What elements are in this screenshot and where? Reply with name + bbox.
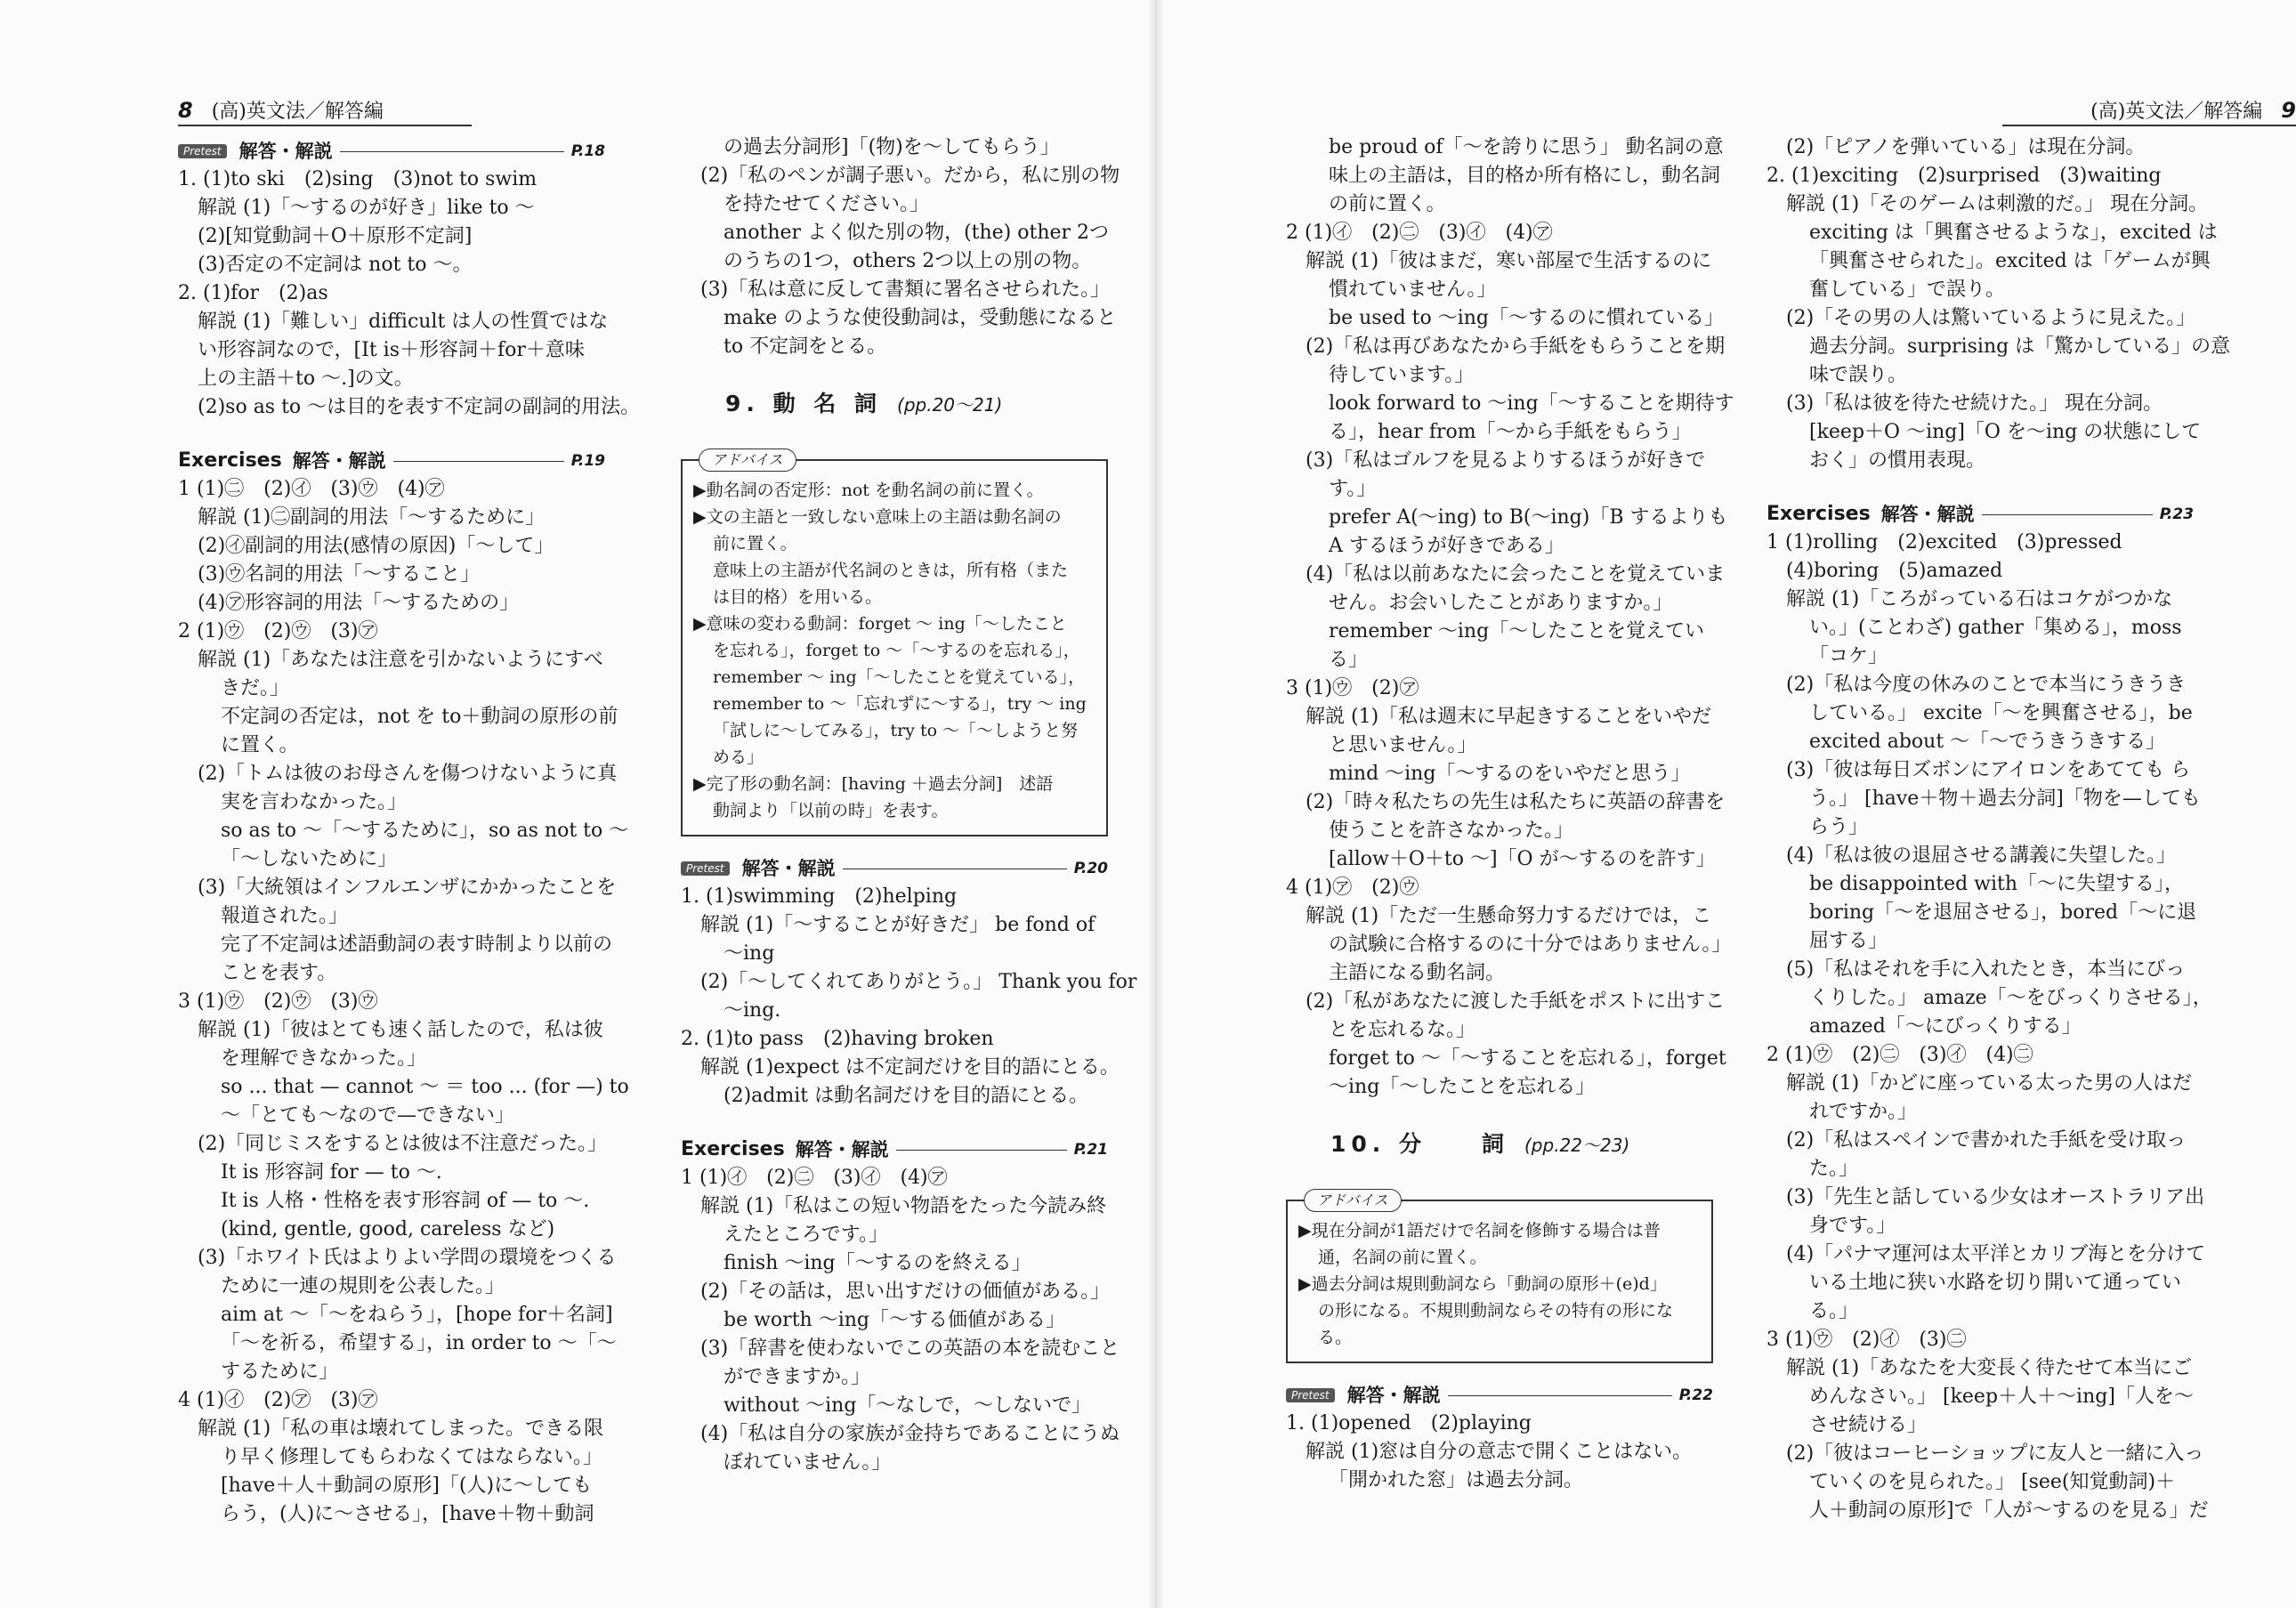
explanation-line: を持たせてください。」 [724, 193, 930, 215]
pretest-heading [178, 137, 605, 166]
explanation-line: 使うことを許さなかった。」 [1329, 820, 1574, 842]
explanation-line: (2)「時々私たちの先生は私たちに英語の辞書を [1306, 791, 1726, 813]
explanation-line: するために」 [221, 1361, 339, 1383]
answer-line: 1 (1)㊁ (2)㋑ (3)㋒ (4)㋐ [178, 478, 445, 500]
explanation-line: 過去分詞。surprising は「驚かしている」の意 [1809, 335, 2231, 358]
explanation-line: れですか。」 [1809, 1101, 1918, 1123]
explanation-line: 実を言わなかった。」 [221, 791, 408, 813]
explanation-line: 解説 (1)「ころがっている石はコケがつかな [1786, 588, 2173, 610]
answer-line: 2 (1)㋒ (2)㋒ (3)㋐ [178, 620, 378, 642]
explanation-line: た。」 [1809, 1158, 1859, 1180]
chapter-heading [681, 361, 1108, 447]
explanation-line: (2)㋑副詞的用法(感情の原因)「～して」 [198, 535, 554, 557]
explanation-line: い形容詞なので，[It is＋形容詞＋for＋意味 [198, 339, 585, 361]
book-spine [1148, 0, 1164, 1608]
explanation-line: 解説 (1)「～するのが好き」like to ～ [198, 197, 535, 219]
explanation-line: [have＋人＋動詞の原形]「(人)に～しても [221, 1475, 593, 1497]
advice-box [681, 451, 1108, 836]
explanation-line: 解説 (1)窓は自分の意志で開くことはない。 [1306, 1441, 1693, 1463]
answer-line: 1. (1)to ski (2)sing (3)not to swim [178, 168, 538, 190]
explanation-line: 解説 (1)「～することが好きだ」 be fond of [700, 914, 1095, 936]
answer-line: 2. (1)to pass (2)having broken [681, 1028, 994, 1050]
explanation-line: (2)「トムは彼のお母さんを傷つけないように真 [198, 763, 618, 785]
explanation-line: 人＋動詞の原形]で「人が～するのを見る」だ [1809, 1499, 2209, 1522]
explanation-line: している。」 excite「～を興奮させる」，be [1809, 702, 2193, 724]
explanation-line: を理解できなかった。」 [221, 1047, 427, 1070]
explanation-line: be used to ～ing「～するのに慣れている」 [1329, 307, 1725, 329]
explanation-line: (2)「私はスペインで書かれた手紙を受け取っ [1786, 1129, 2187, 1151]
explanation-line: る」，hear from「～から手紙をもらう」 [1329, 421, 1692, 443]
explanation-line: いる土地に狭い水路を切り開いて通ってい [1809, 1272, 2182, 1294]
explanation-line: (3)「彼は毎日ズボンにアイロンをあてても ら [1786, 759, 2191, 781]
advice-line: 前に置く。 [713, 534, 797, 554]
explanation-line: (4)「パナマ運河は太平洋とカリブ海とを分けて [1786, 1243, 2206, 1265]
explanation-line: (3)㋒名詞的用法「～すること」 [198, 563, 481, 586]
advice-line: ▶過去分詞は規則動詞なら「動詞の原形＋(e)d」 [1298, 1274, 1667, 1294]
chapter-pages: (pp.20～21) [897, 394, 1003, 416]
explanation-line: It is 人格・性格を表す形容詞 of — to ～. [221, 1190, 590, 1212]
explanation-line: と思いません。」 [1329, 734, 1477, 756]
advice-line: 動詞より「以前の時」を表す。 [713, 801, 949, 820]
exercises-title: Exercises [178, 449, 282, 472]
explanation-line: 味上の主語は，目的格か所有格にし，動名詞 [1329, 165, 1721, 187]
explanation-line: 「コケ」 [1809, 645, 1888, 667]
explanation-line: (2)admit は動名詞だけを目的語にとる。 [724, 1085, 1089, 1107]
explanation-line: (4)㋐形容詞的用法「～するための」 [198, 592, 520, 614]
advice-line: ▶文の主語と一致しない意味上の主語は動名詞の [693, 507, 1062, 527]
advice-line: remember ～ ing「～したことを覚えている」， [713, 667, 1086, 687]
exercises-title: Exercises [681, 1138, 785, 1160]
exercises-heading [178, 447, 605, 475]
explanation-line: (3)「私は意に反して書類に署名させられた。」 [700, 279, 1111, 301]
explanation-line: 「～しないために」 [221, 848, 398, 870]
pretest-badge: Pretest [178, 144, 227, 158]
answer-line: 3 (1)㋒ (2)㋑ (3)㊁ [1766, 1329, 1967, 1351]
explanation-line: (3)「私は彼を待たせ続けた。」 現在分詞。 [1786, 392, 2163, 415]
explanation-line: 屈する」 [1809, 930, 1888, 952]
exercises-heading [1766, 500, 2194, 529]
advice-line: は目的格）を用いる。 [713, 587, 883, 607]
explanation-line: (4)「私は以前あなたに会ったことを覚えていま [1306, 563, 1726, 586]
advice-line: る。 [1318, 1328, 1353, 1347]
explanation-line: amazed「～にびっくりする」 [1809, 1015, 2082, 1038]
page-ref: P.23 [2159, 505, 2194, 523]
explanation-line: (4)「私は彼の退屈させる講義に失望した。」 [1786, 844, 2177, 867]
explanation-line: 解説 (1)expect は不定詞だけを目的語にとる。 [700, 1056, 1120, 1079]
page-ref: P.22 [1678, 1386, 1713, 1404]
heading-rule [1448, 1395, 1672, 1396]
answer-line: (4)boring (5)amazed [1786, 560, 2003, 582]
page-ref: P.19 [570, 452, 605, 470]
explanation-line: so as to ～「～するために」，so as not to ～ [221, 820, 629, 842]
explanation-line: mind ～ing「～するのをいやだと思う」 [1329, 763, 1691, 785]
chapter-pages: (pp.22～23) [1524, 1135, 1630, 1156]
left-page-header [178, 96, 472, 126]
answer-line: 2. (1)for (2)as [178, 282, 328, 304]
advice-line: ▶意味の変わる動詞：forget ～ ing「～したこと [693, 614, 1067, 634]
explanation-line: (5)「私はそれを手に入れたとき，本当にびっ [1786, 958, 2186, 981]
explanation-line: forget to ～「～することを忘れる」，forget [1329, 1047, 1726, 1070]
explanation-line: boring「～を退屈させる」，bored「～に退 [1809, 901, 2197, 924]
advice-label: アドバイス [1304, 1189, 1402, 1212]
explanation-line: (kind, gentle, good, careless など) [221, 1218, 555, 1240]
chapter-title: 9. 動 名 詞 [725, 391, 883, 416]
explanation-line: 解説 (1)㊁副詞的用法「～するために」 [198, 506, 546, 529]
explanation-line: の前に置く。 [1329, 193, 1446, 215]
explanation-line: り早く修理してもらわなくてはならない。」 [221, 1446, 603, 1468]
explanation-line: 不定詞の否定は，not を to＋動詞の原形の前 [221, 706, 618, 728]
explanation-line: prefer A(～ing) to B(～ing)「B するよりも [1329, 506, 1728, 529]
explanation-line: (2)so as to ～は目的を表す不定詞の副詞的用法。 [198, 396, 641, 418]
explanation-line: とを忘れるな。」 [1329, 1019, 1476, 1041]
page-ref: P.20 [1073, 860, 1108, 877]
explanation-line: 上の主語＋to ～.]の文。 [198, 368, 414, 390]
chapter-title: 10. 分 詞 [1330, 1131, 1509, 1157]
page-ref: P.21 [1073, 1141, 1108, 1159]
explanation-line: be disappointed with「～に失望する」， [1809, 873, 2185, 895]
answer-line: 2 (1)㋑ (2)㊁ (3)㋑ (4)㋐ [1286, 222, 1553, 244]
section-title: 解答・解説 [741, 858, 836, 879]
answer-line: 1. (1)swimming (2)helping [681, 885, 958, 908]
explanation-line: 解説 (1)「かどに座っている太った男の人はだ [1786, 1072, 2193, 1095]
explanation-line: (3)「大統領はインフルエンザにかかったことを [198, 877, 617, 899]
explanation-line: aim at ～「～をねらう」，[hope for＋名詞] [221, 1304, 613, 1326]
explanation-line: の試験に合格するのに十分ではありません。」 [1329, 933, 1732, 956]
explanation-line: ～「とても～なので—できない」 [221, 1104, 515, 1127]
answer-line: 2 (1)㋒ (2)㊁ (3)㋑ (4)㊁ [1766, 1044, 2033, 1066]
explanation-line: without ～ing「～なしで，～しないで」 [724, 1394, 1091, 1417]
explanation-line: (4)「私は自分の家族が金持ちであることにうぬ [700, 1423, 1120, 1445]
explanation-line: (2)「私は再びあなたから手紙をもらうことを期 [1306, 335, 1726, 358]
explanation-line: させ続ける」 [1809, 1414, 1928, 1436]
explanation-line: 解説 (1)「私は週末に早起きすることをいやだ [1306, 706, 1712, 728]
section-title: 解答・解説 [292, 450, 386, 472]
explanation-line: remember ～ing「～したことを覚えてい [1329, 620, 1705, 642]
section-title: 解答・解説 [238, 141, 333, 162]
column-2 [681, 133, 1137, 1477]
left-page-number: 8 [178, 98, 193, 123]
heading-rule [1982, 514, 2153, 515]
advice-line: 「試しに～してみる」，try to ～「～しようと努 [713, 721, 1079, 740]
pretest-heading [1286, 1381, 1713, 1410]
column-3 [1286, 133, 1734, 1495]
explanation-line: (2)「その話は，思い出すだけの価値がある。」 [700, 1281, 1111, 1303]
explanation-line: 解説 (1)「そのゲームは刺激的だ。」 現在分詞。 [1786, 193, 2209, 215]
explanation-line: (2)「私があなたに渡した手紙をポストに出すこ [1306, 990, 1726, 1013]
right-page-title: (高)英文法／解答編 [2090, 101, 2263, 123]
answer-line: 1. (1)opened (2)playing [1286, 1412, 1532, 1434]
explanation-line: に置く。 [221, 734, 299, 756]
explanation-line: (2)「同じミスをするとは彼は不注意だった。」 [198, 1133, 608, 1155]
explanation-line: ていくのを見られた。」 [see(知覚動詞)＋ [1809, 1471, 2176, 1493]
explanation-line: ために一連の規則を公表した。」 [221, 1275, 505, 1297]
advice-line: ▶完了形の動名詞：[having ＋過去分詞] 述語 [693, 774, 1054, 794]
explanation-line: It is 形容詞 for — to ～. [221, 1161, 442, 1184]
explanation-line: ～ing「～したことを忘れる」 [1329, 1076, 1596, 1098]
explanation-line: (3)「私はゴルフを見るよりするほうが好きで [1306, 449, 1706, 472]
explanation-line: 「興奮させられた」。excited は「ゲームが興 [1809, 250, 2211, 272]
explanation-line: make のような使役動詞は，受動態になると [724, 307, 1117, 329]
explanation-line: to 不定詞をとる。 [724, 335, 887, 358]
explanation-line: (3)「辞書を使わないでこの英語の本を読むこと [700, 1337, 1120, 1360]
advice-line: 通，名詞の前に置く。 [1318, 1248, 1487, 1267]
explanation-line: [allow＋O＋to ～]「O が～するのを許す」 [1329, 848, 1716, 870]
explanation-line: 味で誤り。 [1809, 364, 1908, 386]
advice-line: める」 [713, 747, 764, 767]
explanation-line: 報道された。」 [221, 905, 349, 927]
right-page-number: 9 [2281, 98, 2296, 123]
explanation-line: くりした。」 amaze「～をびっくりさせる」， [1809, 987, 2212, 1009]
explanation-line: (2)[知覚動詞＋O＋原形不定詞] [198, 225, 473, 247]
explanation-line: 身です。」 [1809, 1215, 1896, 1237]
section-title: 解答・解説 [1346, 1385, 1441, 1406]
advice-line: を忘れる」，forget to ～「～するのを忘れる」， [713, 641, 1080, 660]
left-page-title: (高)英文法／解答編 [211, 101, 384, 123]
explanation-line: look forward to ～ing「～することを期待す [1329, 392, 1734, 415]
answer-line: 1 (1)㋑ (2)㊁ (3)㋑ (4)㋐ [681, 1167, 948, 1189]
explanation-line: finish ～ing「～するのを終える」 [724, 1252, 1031, 1274]
explanation-line: る。」 [1809, 1300, 1859, 1322]
explanation-line: ことを表す。 [221, 962, 337, 984]
explanation-line: be worth ～ing「～する価値がある」 [724, 1309, 1065, 1331]
advice-line: ▶現在分詞が1語だけで名詞を修飾する場合は普 [1298, 1221, 1661, 1240]
explanation-line: 完了不定詞は述語動詞の表す時制より以前の [221, 933, 613, 956]
explanation-line: (3)「先生と話している少女はオーストラリア出 [1786, 1186, 2205, 1208]
explanation-line: 解説 (1)「あなたを大変長く待たせて本当にご [1786, 1357, 2193, 1379]
heading-rule [393, 461, 564, 462]
column-4 [1766, 133, 2231, 1525]
answer-line: 1 (1)rolling (2)excited (3)pressed [1766, 531, 2122, 554]
explanation-line: 解説 (1)「ただ一生懸命努力するだけでは，こ [1306, 905, 1712, 927]
explanation-line: 「開かれた窓」は過去分詞。 [1329, 1469, 1584, 1491]
explanation-line: ができますか。」 [724, 1366, 871, 1388]
explanation-line: 待しています。」 [1329, 364, 1475, 386]
explanation-line: another よく似た別の物，(the) other 2つ [724, 222, 1110, 244]
explanation-line: 主語になる動名詞。 [1329, 962, 1506, 984]
explanation-line: 奮している」で誤り。 [1809, 279, 2006, 301]
exercises-title: Exercises [1766, 503, 1871, 525]
section-title: 解答・解説 [795, 1139, 889, 1160]
explanation-line: 慣れていません。」 [1329, 279, 1497, 301]
column-1 [178, 133, 641, 1529]
explanation-line: えたところです。」 [724, 1224, 889, 1246]
explanation-line: せん。お会いしたことがありますか。」 [1329, 592, 1673, 614]
explanation-line: (3)「ホワイト氏はよりよい学問の環境をつくる [198, 1247, 617, 1269]
explanation-line: (2)「その男の人は驚いているように見えた。」 [1786, 307, 2196, 329]
explanation-line: る」 [1329, 649, 1369, 671]
explanation-line: めんなさい。」 [keep＋人＋～ing]「人を～ [1809, 1386, 2194, 1408]
explanation-line: う。」 [have＋物＋過去分詞]「物を—しても [1809, 788, 2201, 810]
explanation-line: exciting は「興奮させるような」，excited は [1809, 222, 2218, 244]
explanation-line: A するほうが好きである」 [1329, 535, 1564, 557]
explanation-line: (2)「私のペンが調子悪い。だから，私に別の物 [700, 165, 1120, 187]
pretest-badge: Pretest [1286, 1388, 1335, 1402]
right-page-header [2002, 96, 2296, 126]
explanation-line: (2)「彼はコーヒーショップに友人と一緒に入っ [1786, 1442, 2204, 1465]
explanation-line: らう」 [1809, 816, 1869, 838]
explanation-line: らう，(人)に～させる」，[have＋物＋動詞 [221, 1503, 594, 1525]
advice-line: の形になる。不規則動詞ならその特有の形にな [1318, 1301, 1674, 1321]
explanation-line: be proud of「～を誇りに思う」 動名詞の意 [1329, 136, 1724, 158]
answer-line: 2. (1)exciting (2)surprised (3)waiting [1766, 165, 2162, 187]
advice-line: remember to ～「忘れずに～する」，try ～ ing [713, 694, 1087, 714]
heading-rule [896, 1150, 1067, 1151]
answer-line: 4 (1)㋑ (2)㋐ (3)㋐ [178, 1389, 378, 1411]
explanation-line: きだ。」 [221, 677, 290, 699]
explanation-line: 解説 (1)「私の車は壊れてしまった。できる限 [198, 1418, 604, 1440]
explanation-line: (3)否定の不定詞は not to ～。 [198, 254, 473, 276]
explanation-line: す。」 [1329, 478, 1377, 500]
explanation-line: [keep＋O ～ing]「O を～ing の状態にして [1809, 421, 2202, 443]
advice-line: ▶動名詞の否定形：not を動名詞の前に置く。 [693, 481, 1044, 500]
explanation-line: のうちの1つ，others 2つ以上の別の物。 [724, 250, 1092, 272]
exercises-heading [681, 1135, 1108, 1164]
explanation-line: ～ing. [724, 999, 781, 1022]
advice-line: 意味上の主語が代名詞のときは，所有格（また [713, 561, 1069, 580]
explanation-line: おく」の慣用表現。 [1809, 449, 1986, 472]
explanation-line: ぼれていません。」 [724, 1451, 892, 1474]
explanation-line: 解説 (1)「彼はとても速く話したので，私は彼 [198, 1019, 603, 1041]
answer-line: 3 (1)㋒ (2)㋒ (3)㋒ [178, 990, 378, 1013]
advice-label: アドバイス [699, 448, 796, 472]
explanation-line: 解説 (1)「私はこの短い物語をたった今読み終 [700, 1195, 1107, 1217]
heading-rule [340, 151, 564, 152]
pretest-badge: Pretest [681, 861, 730, 876]
explanation-line: (2)「～してくれてありがとう。」 Thank you for [700, 971, 1137, 993]
explanation-line: (2)「ピアノを弾いている」は現在分詞。 [1786, 136, 2146, 158]
section-title: 解答・解説 [1880, 504, 1975, 525]
explanation-line: 解説 (1)「難しい」difficult は人の性質ではな [198, 311, 609, 333]
explanation-line: 解説 (1)「あなたは注意を引かないようにすべ [198, 649, 603, 671]
advice-box [1286, 1192, 1713, 1363]
chapter-heading [1286, 1102, 1713, 1187]
explanation-line: excited about ～「～でうきうきする」 [1809, 731, 2166, 753]
explanation-line: い。」(ことわざ) gather「集める」，moss [1809, 617, 2182, 639]
explanation-line: 解説 (1)「彼はまだ，寒い部屋で生活するのに [1306, 250, 1712, 272]
page-ref: P.18 [570, 142, 605, 160]
explanation-line: ～ing [724, 942, 775, 965]
pretest-heading [681, 854, 1108, 883]
answer-line: 4 (1)㋐ (2)㋒ [1286, 877, 1419, 899]
explanation-line: の過去分詞形]「(物)を～してもらう」 [724, 136, 1060, 158]
explanation-line: 「～を祈る，希望する」，in order to ～「～ [221, 1332, 617, 1354]
explanation-line: so ... that — cannot ～ ＝ too ... (for —) to [221, 1076, 629, 1098]
explanation-line: (2)「私は今度の休みのことで本当にうきうき [1786, 674, 2187, 696]
answer-line: 3 (1)㋒ (2)㋐ [1286, 677, 1419, 699]
